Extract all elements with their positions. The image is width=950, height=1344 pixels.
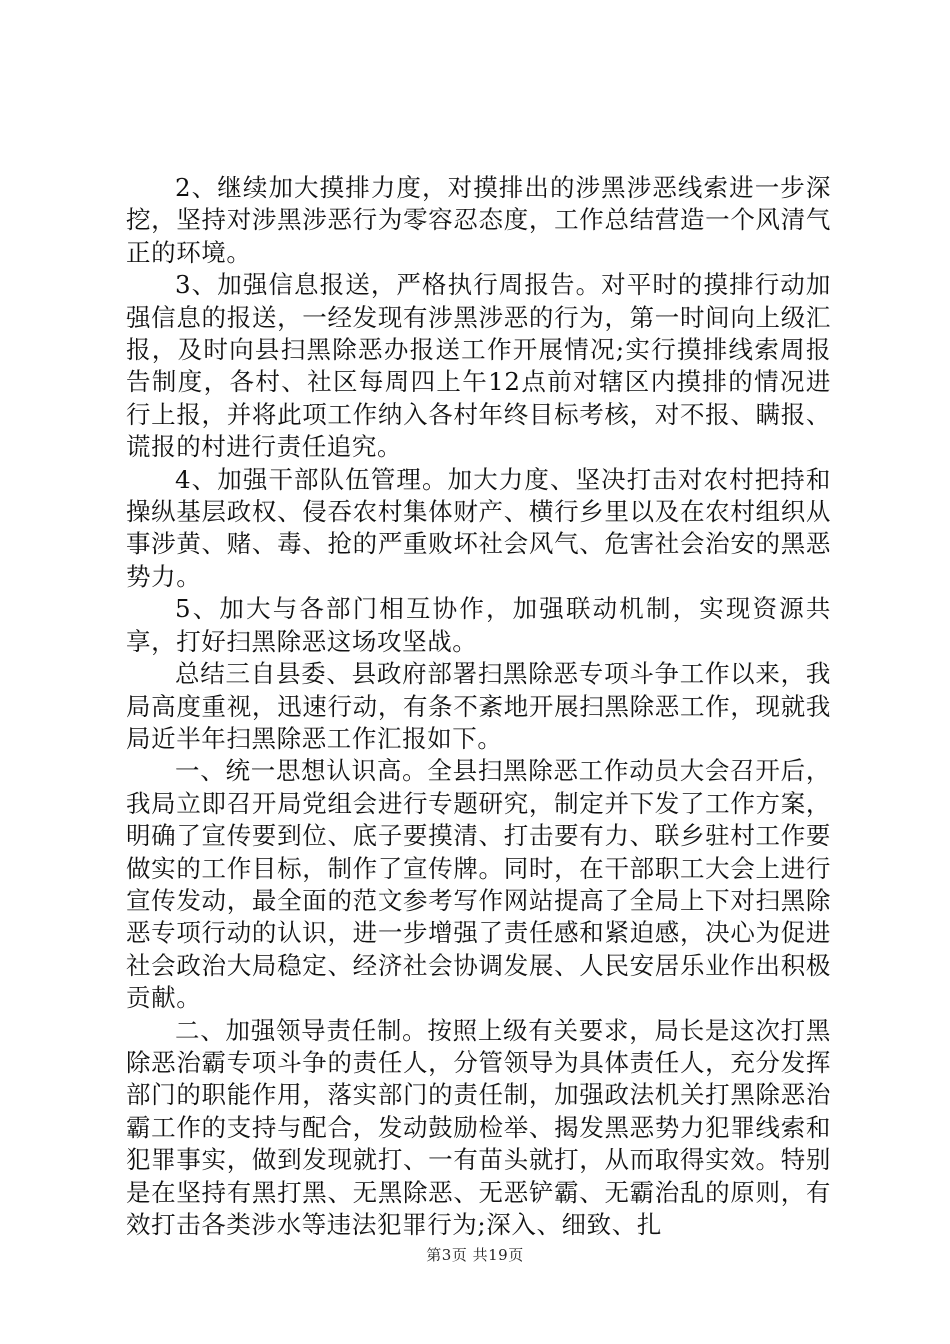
paragraph-4: 4、加强干部队伍管理。加大力度、坚决打击对农村把持和操纵基层政权、侵吞农村集体财产、横行乡里以及在农村组织从事涉黄、赌、毒、抢的严重败坏社会风气、危害社会治安的黑恶势力。 [126, 464, 831, 591]
document-body [126, 172, 831, 1241]
paragraph-section-one: 一、统一思想认识高。全县扫黑除恶工作动员大会召开后，我局立即召开局党组会进行专题研究，制定并下发了工作方案，明确了宣传要到位、底子要摸清、打击要有力、联乡驻村工作要做实的工作目标，制作了宣传牌。同时，在干部职工大会上进行宣传发动，最全面的范文参考写作网站提高了全局上下对扫黑除恶专项行动的认识，进一步增强了责任感和紧迫感，决心为促进社会政治大局稳定、经济社会协调发展、人民安居乐业作出积极贡献。 [126, 756, 831, 1013]
page-footer: 第3页 共19页 [426, 1246, 524, 1264]
paragraph-summary-intro: 总结三自县委、县政府部署扫黑除恶专项斗争工作以来，我局高度重视，迅速行动，有条不紊地开展扫黑除恶工作，现就我局近半年扫黑除恶工作汇报如下。 [126, 659, 831, 753]
paragraph-section-two: 二、加强领导责任制。按照上级有关要求，局长是这次打黑除恶治霸专项斗争的责任人，分管领导为具体责任人，充分发挥部门的职能作用，落实部门的责任制，加强政法机关打黑除恶治霸工作的支持与配合，发动鼓励检举、揭发黑恶势力犯罪线索和犯罪事实，做到发现就打、一有苗头就打，从而取得实效。特别是在坚持有黑打黑、无黑除恶、无恶铲霸、无霸治乱的原则，有效打击各类涉水等违法犯罪行为;深入、细致、扎 [126, 1015, 831, 1239]
paragraph-5: 5、加大与各部门相互协作，加强联动机制，实现资源共享，打好扫黑除恶这场攻坚战。 [126, 594, 831, 656]
paragraph-2: 2、继续加大摸排力度，对摸排出的涉黑涉恶线索进一步深挖，坚持对涉黑涉恶行为零容忍态度，工作总结营造一个风清气正的环境。 [126, 173, 831, 267]
paragraph-3: 3、加强信息报送，严格执行周报告。对平时的摸排行动加强信息的报送，一经发现有涉黑涉恶的行为，第一时间向上级汇报，及时向县扫黑除恶办报送工作开展情况;实行摸排线索周报告制度，各村、社区每周四上午12点前对辖区内摸排的情况进行上报，并将此项工作纳入各村年终目标考核，对不报、瞒报、谎报的村进行责任追究。 [126, 270, 831, 462]
